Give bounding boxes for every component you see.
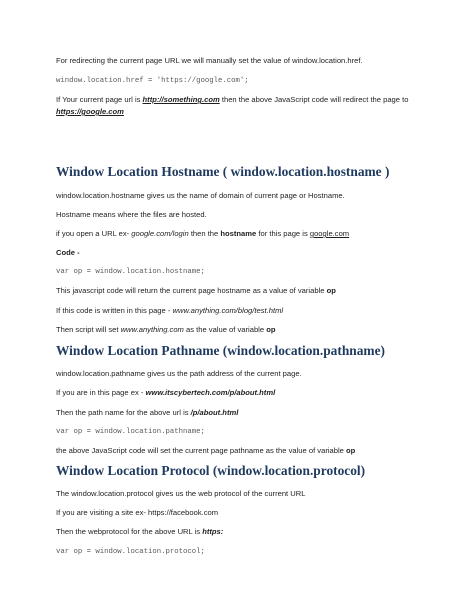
link-something[interactable]: http://something.com [142,95,220,104]
protocol-heading: Window Location Protocol (window.location.protocol) [56,463,366,478]
hostname-code-label: Code - [56,248,80,257]
hostname-code: var op = window.location.hostname; [56,268,205,276]
hostname-p6: Then script will set www.anything.com as the value of variable op [56,325,276,334]
pathname-p2: If you are in this page ex - www.itscybertech.com/p/about.html [56,388,276,397]
redirect-code: window.location.href = 'https://google.com'; [56,77,249,85]
pathname-heading: Window Location Pathname (window.location.pathname) [56,343,385,358]
pathname-p3: Then the path name for the above url is /p/about.html [56,408,239,417]
hostname-p5: If this code is written in this page - www.anything.com/blog/test.html [56,306,284,315]
google-domain-link[interactable]: google.com [309,229,350,238]
hostname-p4: This javascript code will return the current page hostname as a value of variable op [56,286,336,295]
protocol-code: var op = window.location.protocol; [56,548,205,556]
hostname-p2: Hostname means where the files are hosted. [56,210,207,219]
protocol-p2: If you are visiting a site ex- https://facebook.com [56,508,219,517]
hostname-heading: Window Location Hostname ( window.location.hostname ) [56,164,390,179]
hostname-p3: if you open a URL ex- google.com/login then the hostname for this page is google.com [56,229,350,238]
pathname-p4: the above JavaScript code will set the current page pathname as the value of variable op [56,446,356,455]
pathname-code: var op = window.location.pathname; [56,428,205,436]
protocol-p1: The window.location.protocol gives us the web protocol of the current URL [56,489,306,498]
protocol-p3: Then the webprotocol for the above URL is https: [56,527,224,536]
redirect-intro: For redirecting the current page URL we will manually set the value of window.location.href. [56,56,363,65]
hostname-p1: window.location.hostname gives us the name of domain of current page or Hostname. [56,191,345,200]
redirect-description: If Your current page url is http://something.com then the above JavaScript code will redirect the page to https://google.com [56,95,409,116]
pathname-p1: window.location.pathname gives us the path address of the current page. [56,369,302,378]
link-google[interactable]: https://google.com [56,107,124,116]
